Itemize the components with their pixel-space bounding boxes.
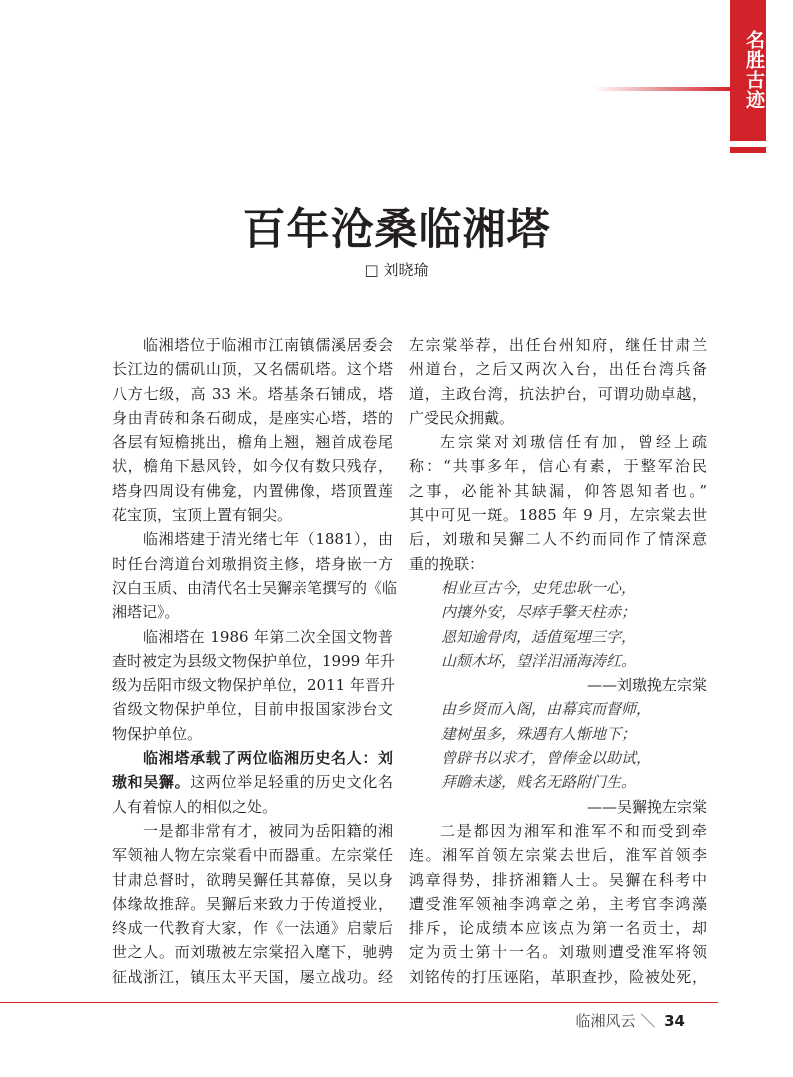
text-line: [409, 333, 707, 357]
line-text: 左宗棠对刘璈信任有加，曾经上疏: [440, 433, 707, 452]
bold-text: 璈和吴獬。: [112, 773, 191, 792]
line-text: 状，檐角下悬风铃，如今仅有数只残存，: [112, 457, 393, 476]
line-text: 花宝顶，宝顶上置有铜尖。: [112, 506, 293, 525]
text-line: [409, 965, 707, 989]
couplet-line: [409, 649, 707, 673]
text-line: [409, 552, 707, 576]
line-text: 湘塔记》。: [112, 603, 180, 622]
couplet-line: [409, 576, 707, 600]
text-line: [409, 868, 707, 892]
line-text: 临湘塔位于临湘市江南镇儒溪居委会: [143, 336, 393, 354]
couplet-line: [409, 625, 707, 649]
line-text: 这两位举足轻重的历史文化名: [190, 773, 393, 792]
line-text: 之事，必能补其缺漏，仰答恩知者也。”: [409, 481, 707, 500]
line-text: 汉白玉质、由清代名士吴獬亲笔撰写的《临: [112, 578, 398, 597]
line-text: 军领袖人物左宗棠看中而器重。左宗棠任: [112, 846, 393, 865]
line-text: 八方七级，高 33 米。塔基条石铺成，塔: [112, 384, 393, 403]
couplet-attribution: [409, 795, 707, 819]
article-title: 百年沧桑临湘塔: [242, 205, 551, 255]
line-text: 建树虽多，殊遇有人惭地下；: [441, 724, 637, 743]
text-line: [409, 503, 707, 527]
text-line: [112, 892, 393, 916]
line-text: 体缘故推辞。吴獬后来致力于传道授业，: [112, 894, 393, 913]
line-text: 鸿章得势，排挤湘籍人士。吴獬在科考中: [409, 870, 707, 889]
text-line: [409, 406, 707, 430]
decorative-gradient-rule: [592, 87, 730, 91]
text-line: [112, 697, 393, 721]
couplet-line: [409, 746, 707, 770]
text-line: [112, 770, 393, 794]
line-text: 刘铭传的打压诬陷，革职查抄，险被处死，: [409, 967, 707, 986]
text-line: [409, 430, 707, 454]
text-line: [409, 843, 707, 867]
body-column-left: [112, 333, 398, 989]
text-line: [409, 892, 707, 916]
line-text: 左宗棠举荐，出任台州知府，继任甘肃兰: [409, 336, 707, 354]
text-line: [112, 382, 393, 406]
line-text: 内攘外安，尽瘁手擎天柱赤；: [441, 603, 637, 622]
text-line: [409, 479, 707, 503]
text-line: [112, 527, 393, 551]
line-text: ——刘璈挽左宗棠: [586, 676, 707, 695]
bold-text: 临湘塔承载了两位临湘历史名人：刘: [143, 749, 393, 768]
text-line: [112, 479, 393, 503]
text-line: [112, 843, 393, 867]
line-text: 临湘塔建于清光绪七年（1881），由: [143, 530, 393, 549]
line-text: 曾辟书以求才，曾俸金以助试，: [441, 749, 652, 768]
line-text: 由乡贤而入阁，由幕宾而督师，: [441, 700, 652, 719]
line-text: 人有着惊人的相似之处。: [112, 797, 278, 816]
line-text: 恩知逾骨肉，适值冤埋三字，: [441, 627, 637, 646]
line-text: 排斥，论成绩本应该点为第一名贡士，却: [409, 919, 707, 938]
line-text: 身由青砖和条石砌成，是座实心塔，塔的: [112, 408, 393, 427]
couplet-line: [409, 697, 707, 721]
couplet-line: [409, 770, 707, 794]
text-line: [112, 746, 393, 770]
footer-separator: ＼: [640, 1012, 656, 1030]
line-text: 遭受淮军领袖李鸿章之弟，主考官李鸿藻: [409, 894, 707, 913]
article-author: □ 刘晓瑜: [364, 261, 429, 279]
body-column-right: [409, 333, 707, 989]
line-text: 定为贡士第十一名。刘璈则遭受淮军将领: [409, 943, 707, 962]
text-line: [409, 382, 707, 406]
line-text: 广受民众拥戴。: [409, 408, 515, 427]
text-line: [112, 454, 393, 478]
line-text: 时任台湾道台刘璈捐资主修，塔身嵌一方: [112, 554, 393, 573]
line-text: 道，主政台湾，抗法护台，可谓功勋卓越，: [409, 384, 707, 403]
text-line: [112, 357, 393, 381]
text-line: [112, 333, 393, 357]
text-line: [409, 940, 707, 964]
text-line: [112, 625, 393, 649]
text-line: [112, 649, 393, 673]
line-text: 世之人。而刘璈被左宗棠招入麾下，驰骋: [112, 943, 393, 962]
page-footer: [576, 1010, 685, 1031]
text-line: [409, 454, 707, 478]
line-text: 临湘塔在 1986 年第二次全国文物普: [143, 627, 393, 646]
text-line: [112, 940, 393, 964]
section-tab-underline: [730, 147, 766, 153]
text-line: [409, 357, 707, 381]
text-line: [112, 503, 393, 527]
page-number: 34: [664, 1012, 685, 1030]
line-text: 山颓木坏，望洋泪涌海涛红。: [441, 651, 637, 670]
line-text: 省级文物保护单位，目前申报国家涉台文: [112, 700, 393, 719]
line-text: 拜瞻未遂，贱名无路附门生。: [441, 773, 637, 792]
line-text: 二是都因为湘军和淮军不和而受到牵: [440, 821, 707, 840]
footer-divider: [0, 1002, 718, 1003]
line-text: 长江边的儒矶山顶，又名儒矶塔。这个塔: [112, 360, 393, 379]
text-line: [112, 673, 393, 697]
text-line: [112, 795, 393, 819]
magazine-name: 临湘风云: [575, 1012, 636, 1030]
line-text: 征战浙江，镇压太平天国，屡立战功。经: [112, 967, 393, 986]
text-line: [112, 819, 393, 843]
text-line: [112, 406, 393, 430]
line-text: ——吴獬挽左宗棠: [586, 797, 707, 816]
line-text: 物保护单位。: [112, 724, 203, 743]
line-text: 终成一代教育大家，作《一法通》启蒙后: [112, 919, 393, 938]
text-line: [112, 722, 393, 746]
couplet-line: [409, 600, 707, 624]
couplet-line: [409, 722, 707, 746]
line-text: 州道台，之后又两次入台，出任台湾兵备: [409, 360, 707, 379]
couplet-attribution: [409, 673, 707, 697]
line-text: 后，刘璈和吴獬二人不约而同作了情深意: [409, 530, 707, 549]
section-tab-label: 名胜古迹: [743, 30, 765, 110]
text-line: [112, 965, 393, 989]
text-line: [112, 916, 393, 940]
line-text: 级为岳阳市级文物保护单位，2011 年晋升: [112, 676, 395, 695]
line-text: 称：“共事多年，信心有素，于整军治民: [409, 457, 707, 476]
line-text: 相业亘古今，史凭忠耿一心，: [441, 578, 637, 597]
line-text: 塔身四周设有佛龛，内置佛像，塔顶置莲: [112, 481, 393, 500]
text-line: [112, 552, 393, 576]
text-line: [112, 430, 393, 454]
text-line: [112, 868, 393, 892]
line-text: 其中可见一斑。1885 年 9 月，左宗棠去世: [409, 506, 707, 525]
line-text: 重的挽联：: [409, 554, 485, 573]
line-text: 各层有短檐挑出，檐角上翘，翘首成卷尾: [112, 433, 393, 452]
line-text: 一是都非常有才，被同为岳阳籍的湘: [143, 821, 393, 840]
text-line: [112, 576, 398, 600]
text-line: [409, 916, 707, 940]
section-tab: [730, 0, 766, 141]
text-line: [409, 527, 707, 551]
line-text: 甘肃总督时，欲聘吴獬任其幕僚，吴以身: [112, 870, 393, 889]
text-line: [409, 819, 707, 843]
line-text: 连。湘军首领左宗棠去世后，淮军首领李: [409, 846, 707, 865]
text-line: [112, 600, 393, 624]
line-text: 查时被定为县级文物保护单位，1999 年升: [112, 651, 395, 670]
